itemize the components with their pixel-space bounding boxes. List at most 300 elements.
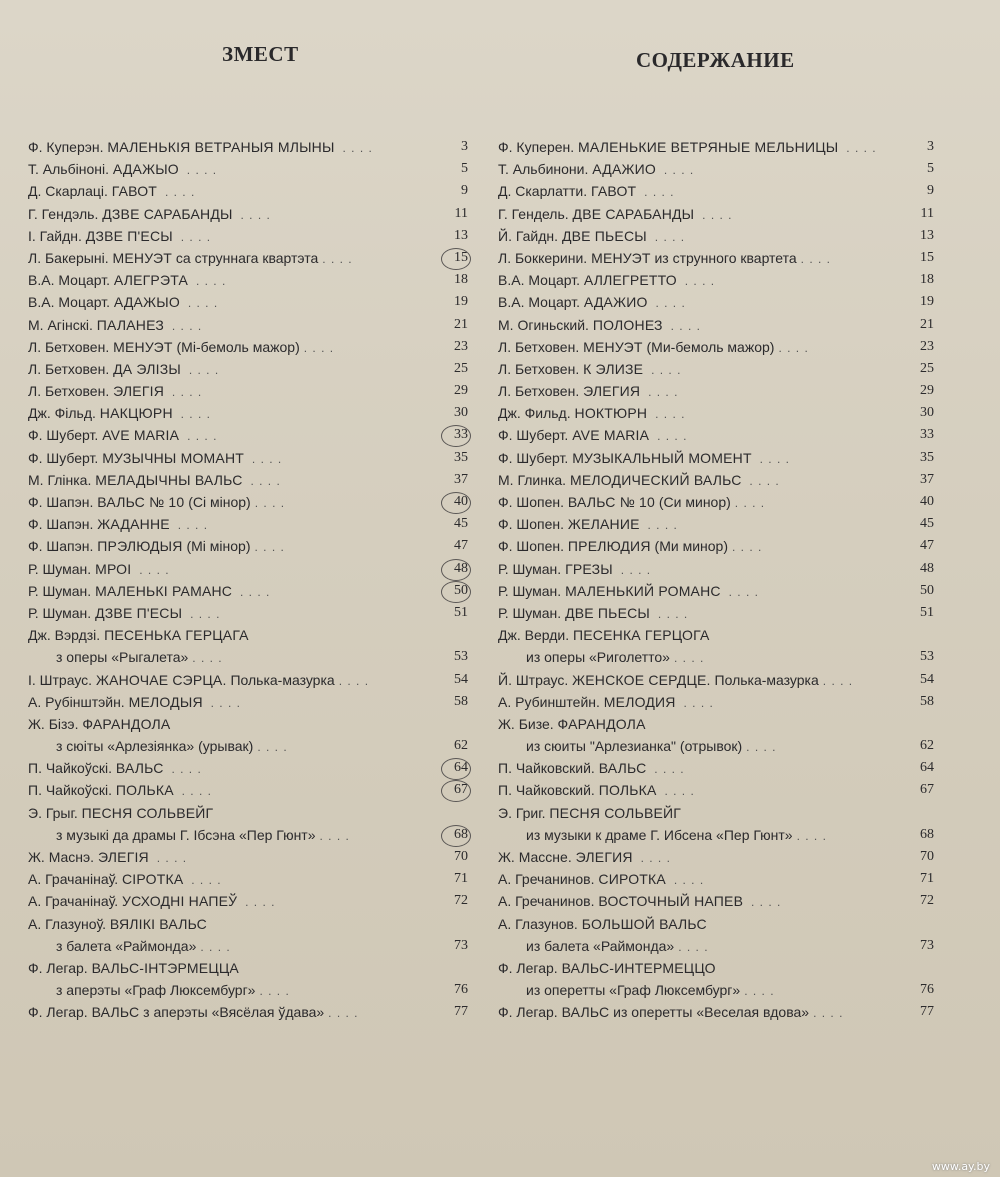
- entry-title: АДАЖЫО: [112, 161, 179, 178]
- toc-entry: [498, 291, 934, 313]
- entry-composer: Г. Гендэль.: [28, 205, 99, 222]
- entry-composer: Л. Боккерини.: [498, 249, 588, 266]
- toc-entry: [498, 314, 934, 336]
- toc-entry: [498, 913, 934, 935]
- leader-dots: . . . .: [303, 340, 335, 355]
- toc-entry: [498, 757, 934, 779]
- leader-dots: . . . .: [259, 984, 290, 999]
- entry-title: ПЕСЕНЬКА ГЕРЦАГА: [104, 627, 249, 644]
- page-number: 62: [454, 738, 468, 754]
- entry-subtitle: (Си минор): [658, 494, 731, 510]
- toc-entry: [498, 358, 934, 380]
- leader-dots: . . . .: [800, 251, 832, 266]
- toc-entry: [28, 868, 468, 890]
- leader-dots: . . . .: [744, 984, 775, 999]
- page-number: 5: [927, 161, 934, 177]
- entry-composer: Ф. Шопен.: [498, 538, 565, 555]
- leader-dots: . . . .: [731, 540, 763, 555]
- page-number: 35: [454, 449, 468, 465]
- page-number: 62: [920, 738, 934, 754]
- page-number: 72: [454, 893, 468, 909]
- entry-subtitle: з аперэты «Вясёлая ўдава»: [143, 1004, 325, 1021]
- toc-entry: [28, 314, 468, 336]
- entry-composer: А. Рубінштэйн.: [28, 693, 125, 710]
- entry-title: МЕЛОДИЯ: [603, 693, 676, 710]
- leader-dots: . . . .: [651, 362, 682, 377]
- entry-title: ДВЕ САРАБАНДЫ: [572, 205, 695, 222]
- entry-title: ПРЭЛЮДЫЯ: [97, 538, 183, 555]
- toc-entry: [28, 336, 468, 358]
- entry-subtitle: (Мі-бемоль мажор): [176, 338, 300, 355]
- entry-title: ВАЛЬС № 10: [567, 494, 655, 510]
- leader-dots: . . . .: [746, 740, 777, 755]
- page-number: 23: [454, 338, 468, 354]
- page-number: 54: [454, 671, 468, 687]
- entry-title: МЕНУЭТ: [591, 249, 651, 266]
- page-number: 23: [920, 338, 934, 354]
- page-number: 3: [461, 139, 468, 154]
- entry-composer: А. Рубинштейн.: [498, 693, 600, 710]
- toc-entry: [498, 957, 934, 979]
- entry-title: МЕНУЭТ: [113, 338, 173, 355]
- toc-entry: [498, 979, 934, 1001]
- page-number: 76: [920, 982, 934, 998]
- toc-entry: [28, 269, 468, 291]
- toc-entry: [28, 779, 468, 801]
- entry-title: ВАЛЬС: [115, 760, 164, 777]
- toc-entry: [28, 669, 468, 691]
- entry-title: ПЕСНЯ СОЛЬВЕЙГ: [81, 804, 214, 821]
- page-number: 3: [927, 139, 934, 154]
- page-number: 47: [920, 538, 934, 554]
- entry-title: МЕНУЭТ: [583, 338, 643, 355]
- toc-entry: [28, 424, 468, 446]
- leader-dots: . . . .: [620, 562, 652, 577]
- entry-composer: Л. Бетховен.: [498, 383, 580, 400]
- page-number: 67: [920, 782, 934, 798]
- entry-title: ЖАНОЧАЕ СЭРЦА.: [95, 671, 227, 688]
- entry-composer: Л. Бетховен.: [498, 338, 580, 355]
- entry-title: ВАЛЬС № 10: [97, 494, 185, 510]
- entry-composer: I. Гайдн.: [28, 227, 82, 244]
- entry-title: ПОЛЬКА: [115, 782, 174, 799]
- entry-composer: Ф. Шапэн.: [28, 494, 94, 510]
- toc-entry: [498, 890, 934, 912]
- page-number: 35: [920, 449, 934, 465]
- leader-dots: . . . .: [187, 296, 219, 311]
- toc-entry: [498, 558, 934, 580]
- entry-title: АДАЖЫО: [113, 294, 180, 311]
- leader-dots: . . . .: [322, 251, 353, 266]
- entry-subtitle: (Ми-бемоль мажор): [646, 338, 775, 355]
- leader-dots: . . . .: [644, 185, 675, 200]
- toc-entry: [28, 757, 468, 779]
- entry-title: AVE MARIA: [572, 427, 650, 444]
- leader-dots: . . . .: [180, 407, 211, 422]
- entry-subtitle: из оперы «Риголетто»: [526, 649, 670, 666]
- toc-entry: [28, 824, 468, 846]
- page-number: 54: [920, 671, 934, 687]
- page-number: 58: [920, 693, 934, 709]
- toc-entry: [28, 158, 468, 180]
- leader-dots: . . . .: [181, 784, 212, 799]
- entry-composer: П. Чайковский.: [498, 760, 595, 777]
- entry-composer: Ф. Шуберт.: [28, 427, 99, 444]
- leader-dots: . . . .: [186, 163, 218, 178]
- toc-entry: [28, 735, 468, 757]
- entry-composer: Г. Гендель.: [498, 205, 569, 222]
- toc-entry: [498, 180, 934, 202]
- page-number: 53: [920, 649, 934, 665]
- page-number: 11: [920, 205, 934, 221]
- leader-dots: . . . .: [254, 496, 286, 510]
- toc-entry: [28, 535, 468, 557]
- entry-title: БОЛЬШОЙ ВАЛЬС: [581, 915, 707, 932]
- leader-dots: . . . .: [328, 1006, 359, 1021]
- entry-title: НОКТЮРН: [574, 405, 648, 422]
- toc-entry: [28, 402, 468, 424]
- leader-dots: . . . .: [640, 851, 671, 865]
- entry-title: ПОЛОНЕЗ: [592, 316, 663, 333]
- watermark: www.ay.by: [931, 1160, 990, 1173]
- leader-dots: . . . .: [657, 429, 688, 444]
- entry-subtitle: з оперы «Рыгалета»: [56, 649, 189, 666]
- leader-dots: . . . .: [177, 518, 209, 533]
- leader-dots: . . . .: [647, 518, 678, 533]
- entry-title: ЖАДАННЕ: [97, 516, 170, 533]
- page-number: 37: [454, 471, 468, 487]
- leader-dots: . . . .: [684, 274, 716, 289]
- entry-title: ДЗВЕ П'ЕСЫ: [95, 604, 183, 621]
- entry-composer: Дж. Вэрдзі.: [28, 627, 101, 644]
- toc-entry: [28, 291, 468, 313]
- page-number: 13: [454, 227, 468, 243]
- page-number: 29: [454, 383, 468, 399]
- entry-composer: Ф. Куперен.: [498, 139, 575, 155]
- toc-entry: [498, 336, 934, 358]
- toc-entry: [28, 646, 468, 668]
- entry-composer: Л. Бетховен.: [28, 338, 110, 355]
- page-number: 68: [432, 824, 468, 846]
- page-number: 68: [920, 826, 934, 842]
- toc-entry: [498, 624, 934, 646]
- entry-subtitle: (Мі мінор): [186, 538, 251, 555]
- page-number: 25: [454, 360, 468, 376]
- toc-entry: [28, 957, 468, 979]
- leader-dots: . . . .: [796, 828, 827, 843]
- page-number: 45: [454, 516, 468, 532]
- page-number: 77: [920, 1004, 934, 1020]
- entry-composer: П. Чайкоўскі.: [28, 760, 112, 777]
- entry-composer: А. Грачанінаў.: [28, 893, 119, 910]
- page-number: 40: [432, 491, 468, 513]
- leader-dots: . . . .: [171, 318, 203, 333]
- toc-russian: [498, 136, 934, 1024]
- entry-composer: Ф. Легар.: [498, 1004, 558, 1021]
- entry-composer: Л. Бетховен.: [28, 383, 110, 400]
- page-number: 37: [920, 471, 934, 487]
- leader-dots: . . . .: [813, 1006, 844, 1021]
- entry-title: МАЛЕНЬКИЙ РОМАНС: [565, 582, 721, 599]
- entry-composer: А. Глазуноў.: [28, 915, 106, 932]
- entry-composer: Л. Бетховен.: [28, 360, 110, 377]
- leader-dots: . . . .: [192, 651, 223, 666]
- page-number: 67: [432, 779, 468, 801]
- entry-title: МАЛЕНЬКІ РАМАНС: [95, 582, 233, 599]
- entry-title: ЭЛЕГІЯ: [97, 849, 149, 865]
- entry-composer: Ж. Бізэ.: [28, 715, 79, 732]
- leader-dots: . . . .: [251, 451, 283, 466]
- toc-entry: [498, 602, 934, 624]
- page-number: 11: [454, 205, 468, 221]
- toc-entry: [498, 779, 934, 801]
- entry-composer: Дж. Фільд.: [28, 405, 96, 422]
- toc-entry: [498, 646, 934, 668]
- entry-subtitle: з музыкі да драмы Г. Ібсэна «Пер Гюнт»: [56, 826, 316, 843]
- entry-composer: В.А. Моцарт.: [28, 294, 110, 311]
- entry-composer: Л. Бакерыні.: [28, 249, 109, 266]
- leader-dots: . . . .: [751, 895, 782, 910]
- entry-title: ПЕСЕНКА ГЕРЦОГА: [572, 627, 710, 644]
- entry-composer: А. Глазунов.: [498, 915, 578, 932]
- entry-title: ЭЛЕГИЯ: [575, 849, 633, 865]
- toc-entry: [498, 380, 934, 402]
- toc-entry: [498, 1001, 934, 1023]
- page-number: 13: [920, 227, 934, 243]
- entry-composer: Э. Григ.: [498, 804, 546, 821]
- entry-title: ДВЕ ПЬЕСЫ: [565, 604, 651, 621]
- entry-composer: Д. Скарлатти.: [498, 183, 588, 200]
- page-number: 53: [454, 649, 468, 665]
- toc-entry: [498, 447, 934, 469]
- toc-entry: [498, 535, 934, 557]
- toc-entry: [498, 824, 934, 846]
- entry-title: ВЯЛІКІ ВАЛЬС: [109, 915, 207, 932]
- entry-composer: Ж. Маснэ.: [28, 849, 95, 865]
- toc-entry: [28, 691, 468, 713]
- entry-composer: Э. Грыг.: [28, 804, 78, 821]
- page-number: 15: [920, 249, 934, 265]
- page-number: 21: [920, 316, 934, 332]
- entry-title: ПРЕЛЮДИЯ: [567, 538, 651, 555]
- entry-subtitle: з аперэты «Граф Люксембург»: [56, 982, 256, 999]
- entry-composer: Й. Штраус.: [498, 671, 569, 688]
- entry-composer: Ф. Шопен.: [498, 516, 565, 533]
- entry-composer: Р. Шуман.: [28, 604, 92, 621]
- leader-dots: . . . .: [254, 540, 285, 555]
- entry-title: ДЗВЕ П'ЕСЫ: [85, 227, 173, 244]
- entry-subtitle: з балета «Раймонда»: [56, 937, 197, 954]
- leader-dots: . . . .: [648, 385, 679, 400]
- toc-entry: [28, 1001, 468, 1023]
- entry-title: СІРОТКА: [122, 871, 184, 888]
- page-number: 51: [454, 604, 468, 620]
- entry-title: ПЕСНЯ СОЛЬВЕЙГ: [549, 804, 682, 821]
- entry-subtitle: Полька-мазурка: [230, 671, 335, 688]
- page-number: 48: [432, 558, 468, 580]
- entry-composer: М. Глинка.: [498, 471, 567, 488]
- toc-entry: [28, 979, 468, 1001]
- page-number: 33: [920, 427, 934, 443]
- leader-dots: . . . .: [164, 185, 196, 200]
- entry-subtitle: з сюіты «Арлезіянка» (урывак): [56, 738, 254, 755]
- leader-dots: . . . .: [734, 496, 766, 510]
- leader-dots: . . . .: [778, 340, 809, 355]
- entry-title: ЭЛЕГИЯ: [583, 383, 641, 400]
- entry-composer: П. Чайкоўскі.: [28, 782, 112, 799]
- page-number: 45: [920, 516, 934, 532]
- leader-dots: . . . .: [200, 939, 231, 954]
- toc-entry: [28, 469, 468, 491]
- leader-dots: . . . .: [655, 407, 686, 422]
- entry-title: ГРЕЗЫ: [565, 560, 613, 577]
- page-number: 70: [920, 849, 934, 864]
- entry-subtitle: из балета «Раймонда»: [526, 937, 675, 954]
- entry-title: ГАВОТ: [590, 183, 637, 200]
- entry-title: ВОСТОЧНЫЙ НАПЕВ: [598, 893, 744, 910]
- entry-title: АДАЖИО: [592, 161, 656, 178]
- entry-title: ДВЕ ПЬЕСЫ: [561, 227, 647, 244]
- toc-entry: [498, 269, 934, 291]
- page-number: 64: [920, 760, 934, 776]
- leader-dots: . . . .: [673, 873, 705, 888]
- entry-composer: Ф. Шуберт.: [28, 449, 99, 466]
- page-number: 9: [461, 183, 468, 199]
- entry-title: УСХОДНІ НАПЕЎ: [122, 893, 238, 910]
- toc-entry: [28, 203, 468, 225]
- entry-title: ФАРАНДОЛА: [557, 715, 646, 732]
- page-number: 48: [920, 560, 934, 576]
- page-number: 47: [454, 538, 468, 554]
- leader-dots: . . . .: [139, 562, 170, 577]
- leader-dots: . . . .: [180, 229, 212, 244]
- entry-title: ВАЛЬС: [598, 760, 647, 777]
- entry-title: МЕЛОДИЧЕСКИЙ ВАЛЬС: [569, 471, 742, 488]
- entry-title: ЭЛЕГІЯ: [113, 383, 165, 400]
- entry-composer: Ф. Легар.: [28, 959, 88, 976]
- entry-title: К ЭЛИЗЕ: [583, 360, 644, 377]
- toc-entry: [498, 225, 934, 247]
- entry-subtitle: из оперетты «Веселая вдова»: [613, 1004, 810, 1021]
- toc-entry: [28, 846, 468, 868]
- leader-dots: . . . .: [250, 473, 281, 488]
- toc-entry: [498, 203, 934, 225]
- entry-composer: Ф. Легар.: [498, 959, 558, 976]
- toc-entry: [28, 513, 468, 535]
- page-number: 19: [454, 294, 468, 310]
- entry-composer: Ф. Шопен.: [498, 494, 565, 510]
- leader-dots: . . . .: [822, 673, 854, 688]
- entry-composer: П. Чайковский.: [498, 782, 595, 799]
- toc-entry: [498, 802, 934, 824]
- entry-title: МУЗЫКАЛЬНЫЙ МОМЕНТ: [572, 449, 752, 466]
- entry-subtitle: из музыки к драме Г. Ибсена «Пер Гюнт»: [526, 826, 793, 843]
- page-number: 19: [920, 294, 934, 310]
- heading-belarusian: ЗМЕСТ: [222, 42, 299, 66]
- leader-dots: . . . .: [655, 296, 686, 311]
- entry-composer: І. Штраус.: [28, 671, 93, 688]
- toc-entry: [498, 402, 934, 424]
- entry-title: АДАЖИО: [583, 294, 648, 311]
- page-number: 70: [454, 849, 468, 864]
- entry-title: МЕЛОДЫЯ: [128, 693, 203, 710]
- entry-composer: А. Грачанінаў.: [28, 871, 119, 888]
- toc-entry: [498, 935, 934, 957]
- entry-composer: В.А. Моцарт.: [28, 272, 110, 289]
- toc-entry: [28, 180, 468, 202]
- entry-composer: Р. Шуман.: [28, 582, 92, 599]
- entry-title: ПАЛАНЕЗ: [96, 316, 164, 333]
- entry-composer: А. Гречанинов.: [498, 871, 595, 888]
- toc-entry: [498, 846, 934, 868]
- leader-dots: . . . .: [338, 673, 370, 688]
- page-number: 50: [432, 580, 468, 602]
- toc-entry: [498, 713, 934, 735]
- entry-title: ПОЛЬКА: [598, 782, 657, 799]
- leader-dots: . . . .: [188, 362, 220, 377]
- toc-entry: [28, 890, 468, 912]
- entry-title: МАЛЕНЬКИЕ ВЕТРЯНЫЕ МЕЛЬНИЦЫ: [578, 139, 839, 155]
- toc-belarusian: [28, 136, 468, 1024]
- page-number: 18: [920, 272, 934, 288]
- entry-title: ВАЛЬС: [91, 1004, 140, 1021]
- page-number: 15: [432, 247, 468, 269]
- leader-dots: . . . .: [654, 762, 685, 777]
- toc-entry: [498, 491, 934, 513]
- entry-composer: В.А. Моцарт.: [498, 294, 580, 311]
- toc-entry: [28, 802, 468, 824]
- leader-dots: . . . .: [342, 141, 373, 155]
- toc-entry: [498, 735, 934, 757]
- entry-composer: Й. Гайдн.: [498, 227, 559, 244]
- entry-title: ВАЛЬС-ИНТЕРМЕЦЦО: [561, 959, 716, 976]
- toc-entry: [28, 935, 468, 957]
- toc-entry: [28, 447, 468, 469]
- entry-subtitle: из оперетты «Граф Люксембург»: [526, 982, 741, 999]
- leader-dots: . . . .: [759, 451, 790, 466]
- toc-entry: [498, 424, 934, 446]
- entry-title: МЕНУЭТ: [112, 249, 172, 266]
- leader-dots: . . . .: [663, 163, 695, 178]
- leader-dots: . . . .: [245, 895, 276, 910]
- entry-composer: Ф. Легар.: [28, 1004, 88, 1021]
- leader-dots: . . . .: [171, 762, 202, 777]
- page-number: 73: [920, 937, 934, 953]
- page-number: 50: [920, 582, 934, 598]
- leader-dots: . . . .: [670, 318, 701, 333]
- entry-composer: Ф. Шапэн.: [28, 516, 94, 533]
- leader-dots: . . . .: [673, 651, 705, 666]
- entry-composer: Дж. Верди.: [498, 627, 570, 644]
- entry-title: НАКЦЮРН: [99, 405, 173, 422]
- toc-entry: [498, 136, 934, 158]
- entry-subtitle: из сюиты "Арлезианка" (отрывок): [526, 738, 743, 755]
- entry-composer: Т. Альбінонi.: [28, 161, 109, 178]
- page-number: 51: [920, 604, 934, 620]
- entry-subtitle: са струннага квартэта: [175, 249, 319, 266]
- leader-dots: . . . .: [749, 473, 780, 488]
- toc-entry: [28, 913, 468, 935]
- page-number: 73: [454, 937, 468, 953]
- leader-dots: . . . .: [210, 695, 241, 710]
- entry-title: СИРОТКА: [598, 871, 666, 888]
- entry-composer: М. Агінскі.: [28, 316, 93, 333]
- entry-title: ДА ЭЛІЗЫ: [113, 360, 181, 377]
- entry-title: МРОІ: [95, 560, 132, 577]
- toc-entry: [498, 513, 934, 535]
- page-number: 30: [454, 405, 468, 421]
- entry-composer: А. Гречанинов.: [498, 893, 595, 910]
